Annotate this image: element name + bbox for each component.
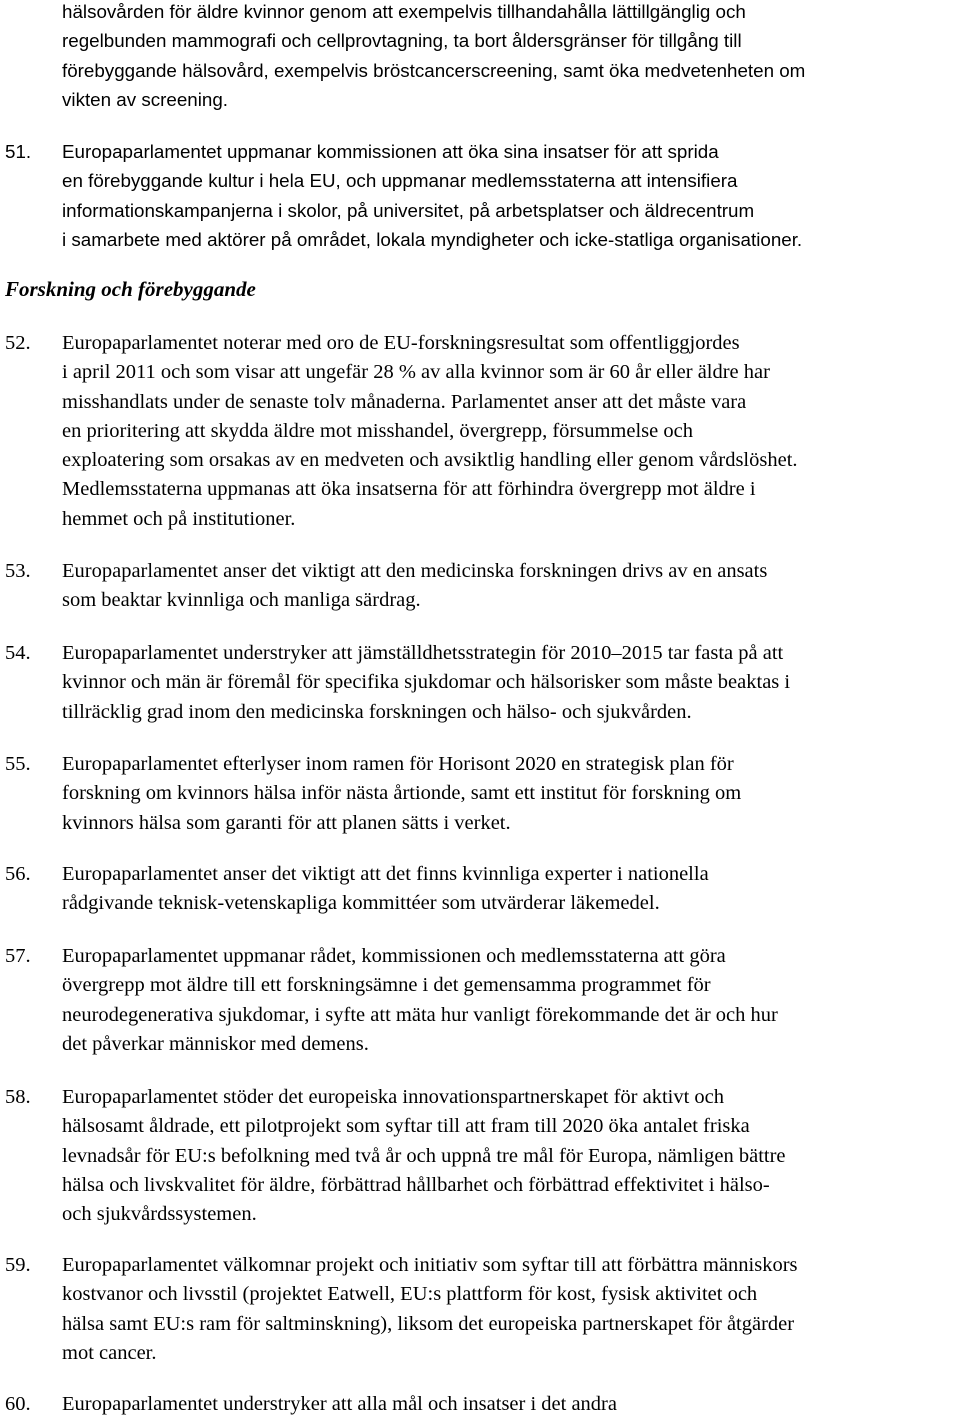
paragraph-text — [62, 860, 709, 919]
text-line: tillräcklig grad inom den medicinska forskningen och hälso- och sjukvården. — [62, 700, 692, 723]
paragraph-number: 56. — [5, 863, 31, 885]
text-line: mot cancer. — [62, 1341, 157, 1364]
text-line: informationskampanjerna i skolor, på universitet, på arbetsplatser och äldrecentrum — [62, 199, 755, 221]
text-line: Europaparlamentet noterar med oro de EU-forskningsresultat som offentliggjordes — [62, 332, 740, 354]
paragraph-number: 52. — [5, 332, 31, 354]
text-line: förebyggande hälsovård, exempelvis bröstcancerscreening, samt öka medvetenheten om — [62, 59, 806, 81]
text-line: Europaparlamentet uppmanar kommissionen att öka sina insatser för att sprida — [62, 141, 719, 162]
text-line: kvinnor och män är föremål för specifika sjukdomar och hälsorisker som måste beaktas i — [62, 671, 791, 694]
text-line: neurodegenerativa sjukdomar, i syfte att mäta hur vanligt förekommande det är och hur — [62, 1003, 778, 1026]
text-line: som beaktar kvinnliga och manliga särdrag. — [62, 589, 421, 612]
text-line: Europaparlamentet efterlyser inom ramen för Horisont 2020 en strategisk plan för — [62, 753, 734, 775]
text-line: i april 2011 och som visar att ungefär 28 % av alla kvinnor som är 60 år eller äldre har — [62, 361, 770, 384]
text-line: hälsa och livskvalitet för äldre, förbättrad hållbarhet och förbättrad effektivitet i hälso- — [62, 1173, 770, 1196]
text-line: rådgivande teknisk-vetenskapliga kommittéer som utvärderar läkemedel. — [62, 892, 660, 915]
section-heading: Forskning och förebyggande — [5, 277, 256, 301]
text-line: kostvanor och livsstil (projektet Eatwell, EU:s plattform för kost, fysisk aktivitet och — [62, 1283, 758, 1306]
paragraph-text — [62, 137, 802, 254]
paragraph-number: 55. — [5, 753, 31, 775]
text-line: hälsosamt åldrade, ett pilotprojekt som syftar till att fram till 2020 öka antalet friska — [62, 1115, 750, 1138]
text-line: Europaparlamentet välkomnar projekt och initiativ som syftar till att förbättra människors — [62, 1254, 798, 1276]
paragraph-text — [62, 750, 741, 838]
text-line: regelbunden mammografi och cellprovtagning, ta bort åldersgränser för tillgång till — [62, 30, 742, 52]
text-line: hemmet och på institutioner. — [62, 507, 296, 530]
text-line: hälsa samt EU:s ram för saltminskning), liksom det europeiska partnerskapet för åtgärder — [62, 1312, 795, 1335]
text-line: hälsovården för äldre kvinnor genom att exempelvis tillhandahålla lättillgänglig och — [62, 1, 746, 22]
text-line: Europaparlamentet uppmanar rådet, kommissionen och medlemsstaterna att göra — [62, 945, 726, 967]
text-line: kvinnors hälsa som garanti för att planen sätts i verket. — [62, 811, 511, 834]
text-line: det påverkar människor med demens. — [62, 1032, 369, 1055]
text-line: levnadsår för EU:s befolkning med två år och uppnå tre mål för Europa, nämligen bättre — [62, 1144, 786, 1167]
paragraph-text — [62, 942, 778, 1059]
text-line: Europaparlamentet understryker att jämställdhetsstrategin för 2010–2015 tar fasta på att — [62, 642, 784, 664]
paragraph-number: 54. — [5, 642, 31, 664]
paragraph-text — [62, 1251, 798, 1368]
text-line: en förebyggande kultur i hela EU, och uppmanar medlemsstaterna att intensifiera — [62, 170, 738, 192]
text-line: Medlemsstaterna uppmanas att öka insatserna för att förhindra övergrepp mot äldre i — [62, 478, 756, 501]
paragraph-number: 58. — [5, 1086, 31, 1108]
paragraph-text — [62, 639, 790, 727]
paragraph-number: 53. — [5, 560, 31, 582]
text-line: Europaparlamentet understryker att alla mål och insatser i det andra — [62, 1393, 617, 1415]
paragraph-text — [62, 1083, 786, 1229]
text-line: Europaparlamentet anser det viktigt att den medicinska forskningen drivs av en ansats — [62, 560, 768, 582]
text-line: i samarbete med aktörer på området, lokala myndigheter och icke-statliga organisationer. — [62, 228, 803, 250]
text-line: Europaparlamentet stöder det europeiska innovationspartnerskapet för aktivt och — [62, 1086, 725, 1108]
paragraph-number: 59. — [5, 1254, 31, 1276]
paragraph-text — [62, 557, 767, 616]
paragraph-text — [62, 329, 798, 534]
text-line: en prioritering att skydda äldre mot misshandel, övergrepp, försummelse och — [62, 419, 693, 442]
text-line: Europaparlamentet anser det viktigt att det finns kvinnliga experter i nationella — [62, 863, 709, 885]
paragraph-text — [62, 1390, 617, 1419]
text-line: forskning om kvinnors hälsa inför nästa årtionde, samt ett institut för forskning om — [62, 782, 742, 805]
text-line: vikten av screening. — [62, 88, 228, 110]
paragraph-number: 60. — [5, 1393, 31, 1415]
text-line: misshandlats under de senaste tolv månaderna. Parlamentet anser att det måste vara — [62, 390, 747, 413]
paragraph-text — [62, 0, 805, 114]
text-line: exploatering som orsakas av en medveten och avsiktlig handling eller genom vårdslöshet. — [62, 449, 798, 472]
paragraph-number: 57. — [5, 945, 31, 967]
text-line: och sjukvårdssystemen. — [62, 1203, 257, 1226]
paragraph-number: 51. — [5, 141, 32, 162]
text-line: övergrepp mot äldre till ett forskningsämne i det gemensamma programmet för — [62, 974, 711, 997]
